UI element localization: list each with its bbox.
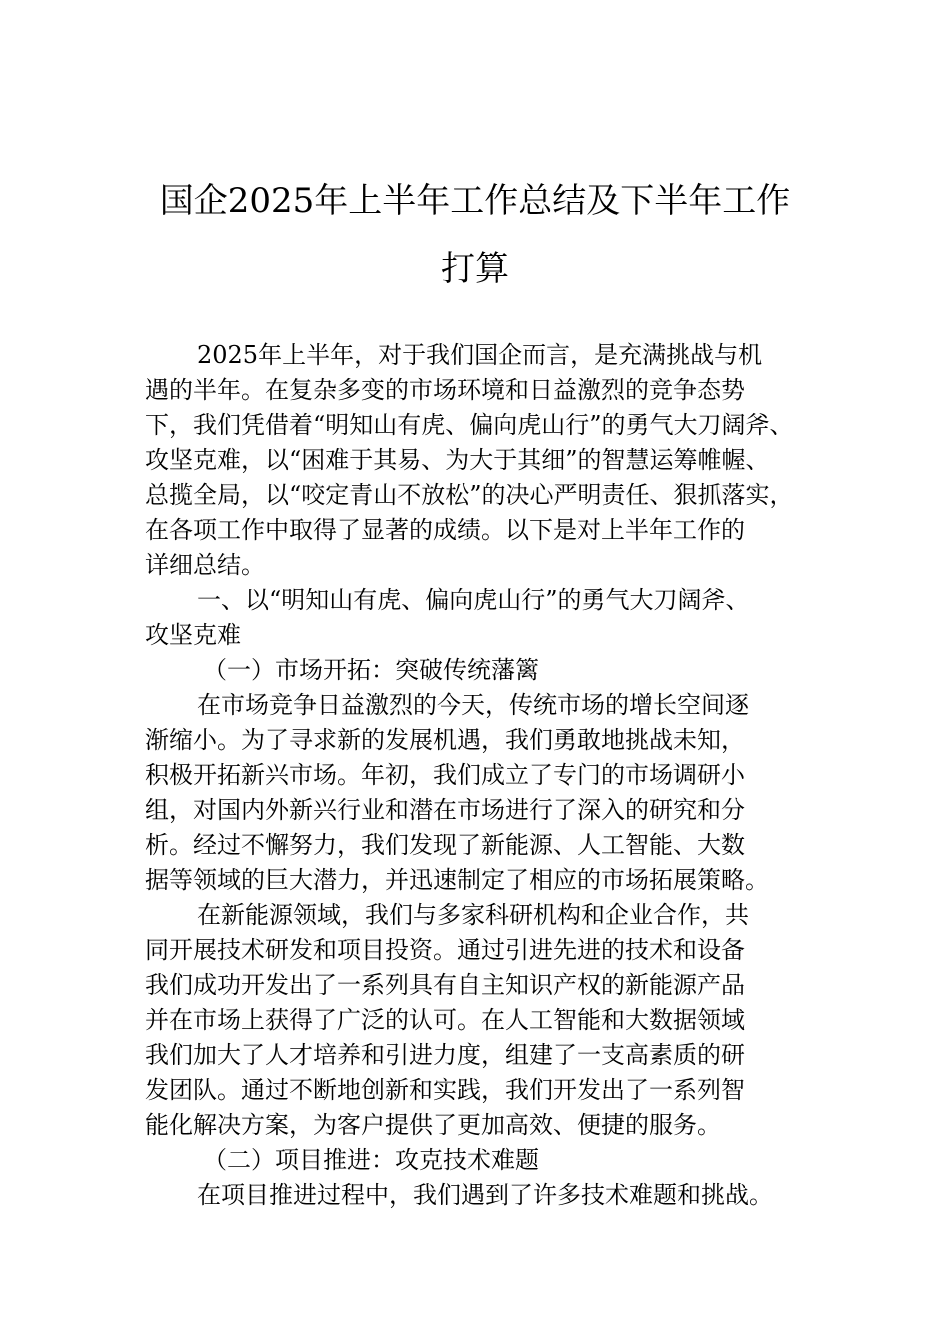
subsection-heading: （二）项目推进：攻克技术难题 bbox=[203, 1146, 539, 1174]
body-line: 析。经过不懈努力，我们发现了新能源、人工智能、大数 bbox=[145, 831, 745, 859]
body-line: 攻坚克难，以“困难于其易、为大于其细”的智慧运筹帷幄、 bbox=[145, 446, 770, 474]
body-line: 渐缩小。为了寻求新的发展机遇，我们勇敢地挑战未知， bbox=[145, 726, 745, 754]
body-line: 在市场竞争日益激烈的今天，传统市场的增长空间逐 bbox=[197, 691, 749, 719]
body-line: 遇的半年。在复杂多变的市场环境和日益激烈的竞争态势 bbox=[145, 376, 745, 404]
body-line: 我们成功开发出了一系列具有自主知识产权的新能源产品 bbox=[145, 971, 745, 999]
body-line: 在新能源领域，我们与多家科研机构和企业合作，共 bbox=[197, 901, 749, 929]
body-line: 发团队。通过不断地创新和实践，我们开发出了一系列智 bbox=[145, 1076, 745, 1104]
document-body bbox=[145, 338, 835, 1213]
section-heading: 攻坚克难 bbox=[145, 621, 241, 649]
body-line: 下，我们凭借着“明知山有虎、偏向虎山行”的勇气大刀阔斧、 bbox=[145, 411, 794, 439]
body-line: 并在市场上获得了广泛的认可。在人工智能和大数据领域 bbox=[145, 1006, 745, 1034]
body-line: 2025年上半年，对于我们国企而言，是充满挑战与机 bbox=[197, 341, 763, 369]
section-heading: 一、以“明知山有虎、偏向虎山行”的勇气大刀阔斧、 bbox=[197, 586, 750, 614]
body-line: 详细总结。 bbox=[145, 551, 265, 579]
body-line: 我们加大了人才培养和引进力度，组建了一支高素质的研 bbox=[145, 1041, 745, 1069]
body-line: 同开展技术研发和项目投资。通过引进先进的技术和设备 bbox=[145, 936, 745, 964]
body-line: 能化解决方案，为客户提供了更加高效、便捷的服务。 bbox=[145, 1111, 721, 1139]
document-title-line-2: 打算 bbox=[441, 249, 509, 289]
body-line: 总揽全局，以“咬定青山不放松”的决心严明责任、狠抓落实， bbox=[145, 481, 794, 509]
body-line: 积极开拓新兴市场。年初，我们成立了专门的市场调研小 bbox=[145, 761, 745, 789]
subsection-heading: （一）市场开拓：突破传统藩篱 bbox=[203, 656, 539, 684]
body-line: 组，对国内外新兴行业和潜在市场进行了深入的研究和分 bbox=[145, 796, 745, 824]
body-line: 据等领域的巨大潜力，并迅速制定了相应的市场拓展策略。 bbox=[145, 866, 769, 894]
document-title-line-1: 国企2025年上半年工作总结及下半年工作 bbox=[159, 181, 791, 221]
body-line: 在项目推进过程中，我们遇到了许多技术难题和挑战。 bbox=[197, 1181, 773, 1209]
body-line: 在各项工作中取得了显著的成绩。以下是对上半年工作的 bbox=[145, 516, 745, 544]
